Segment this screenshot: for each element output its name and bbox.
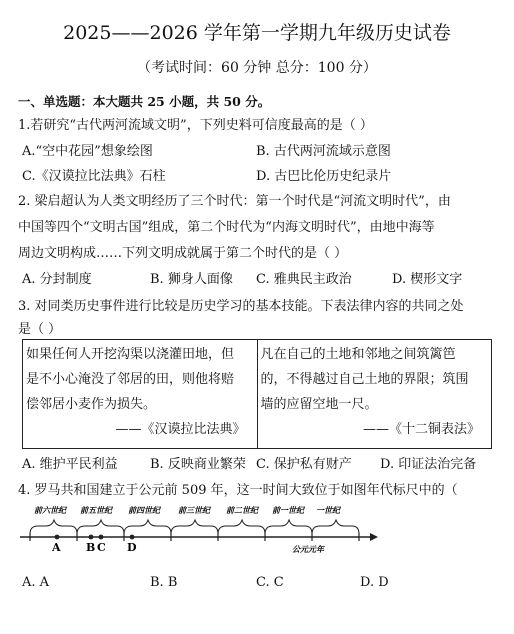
excerpt-source: ——《十二铜表法》 xyxy=(362,422,480,437)
question-1-option-a: A.“空中花园”想象绘图 xyxy=(22,144,153,159)
question-3-option-a: A. 维护平民利益 xyxy=(22,457,118,472)
question-3-stem-line-1: 3. 对同类历史事件进行比较是历史学习的基本技能。下表法律内容的共同之处 xyxy=(18,299,464,314)
timeline-marker-a: A xyxy=(52,541,61,554)
excerpt-line: 偿邻居小麦作为损失。 xyxy=(26,397,157,412)
question-1-stem: 1.若研究“古代两河流域文明”，下列史料可信度最高的是（ ） xyxy=(18,118,373,133)
timeline-ruler xyxy=(0,500,514,560)
excerpt-line: 凡在自己的土地和邻地之间筑篱笆 xyxy=(260,347,456,362)
century-label: 前五世纪 xyxy=(80,505,112,515)
excerpt-line: 是不小心淹没了邻居的田，则他将赔 xyxy=(26,372,235,387)
excerpt-line: 的，不得越过自己土地的界限；筑围 xyxy=(260,372,469,387)
timeline-arrow xyxy=(370,533,378,541)
question-1-option-d: D. 古巴比伦历史纪录片 xyxy=(256,169,392,184)
question-2-option-b: B. 狮身人面像 xyxy=(150,272,233,287)
exam-info: （考试时间：60 分钟 总分：100 分） xyxy=(137,60,377,76)
law-excerpt-twelve-tables xyxy=(257,340,492,449)
question-3-stem-line-2: 是（ ） xyxy=(18,322,62,337)
question-4-option-a: A. A xyxy=(22,575,50,590)
page-title: 2025——2026 学年第一学期九年级历史试卷 xyxy=(63,22,451,44)
century-label: 前三世纪 xyxy=(178,505,210,515)
question-4-option-b: B. B xyxy=(150,575,178,590)
question-1-option-c: C.《汉谟拉比法典》石柱 xyxy=(22,169,166,184)
excerpt-source: ——《汉谟拉比法典》 xyxy=(115,422,246,437)
question-3-option-b: B. 反映商业繁荣 xyxy=(150,457,246,472)
century-label: 一世纪 xyxy=(316,505,340,515)
excerpt-line: 如果任何人开挖沟渠以浇灌田地，但 xyxy=(26,347,235,362)
question-2-stem-line-3: 周边文明构成……下列文明成就属于第二个时代的是（ ） xyxy=(18,246,348,261)
excerpt-line: 墙的应留空地一尺。 xyxy=(260,397,378,412)
century-label: 前四世纪 xyxy=(128,505,160,515)
question-1-option-b: B. 古代两河流域示意图 xyxy=(256,144,391,159)
question-2-option-c: C. 雅典民主政治 xyxy=(256,272,352,287)
timeline-marker-d: D xyxy=(127,541,137,554)
question-2-option-d: D. 楔形文字 xyxy=(392,272,463,287)
law-comparison-table xyxy=(22,339,492,449)
century-label: 前一世纪 xyxy=(272,505,304,515)
question-3-option-c: C. 保护私有财产 xyxy=(256,457,352,472)
timeline-origin-label: 公元元年 xyxy=(292,544,324,554)
question-4-option-c: C. C xyxy=(256,575,284,590)
question-4-stem: 4. 罗马共和国建立于公元前 509 年，这一时间大致位于如图年代标尺中的（ xyxy=(18,483,458,498)
century-label: 前二世纪 xyxy=(226,505,258,515)
timeline-marker-b: B xyxy=(86,541,96,554)
section-heading: 一、单选题：本大题共 25 小题，共 50 分。 xyxy=(18,94,271,109)
century-braces xyxy=(30,520,359,534)
question-2-stem-line-2: 中国等四个“文明古国”组成，第二个时代为“内海文明时代”，由地中海等 xyxy=(18,220,435,235)
law-excerpt-hammurabi xyxy=(23,340,258,449)
question-4-option-d: D. D xyxy=(360,575,389,590)
question-2-stem-line-1: 2. 梁启超认为人类文明经历了三个时代：第一个时代是“河流文明时代”，由 xyxy=(18,194,451,209)
century-label: 前六世纪 xyxy=(34,505,66,515)
question-2-option-a: A. 分封制度 xyxy=(22,272,92,287)
question-3-option-d: D. 印证法治完备 xyxy=(380,457,477,472)
timeline-marker-c: C xyxy=(97,541,106,554)
